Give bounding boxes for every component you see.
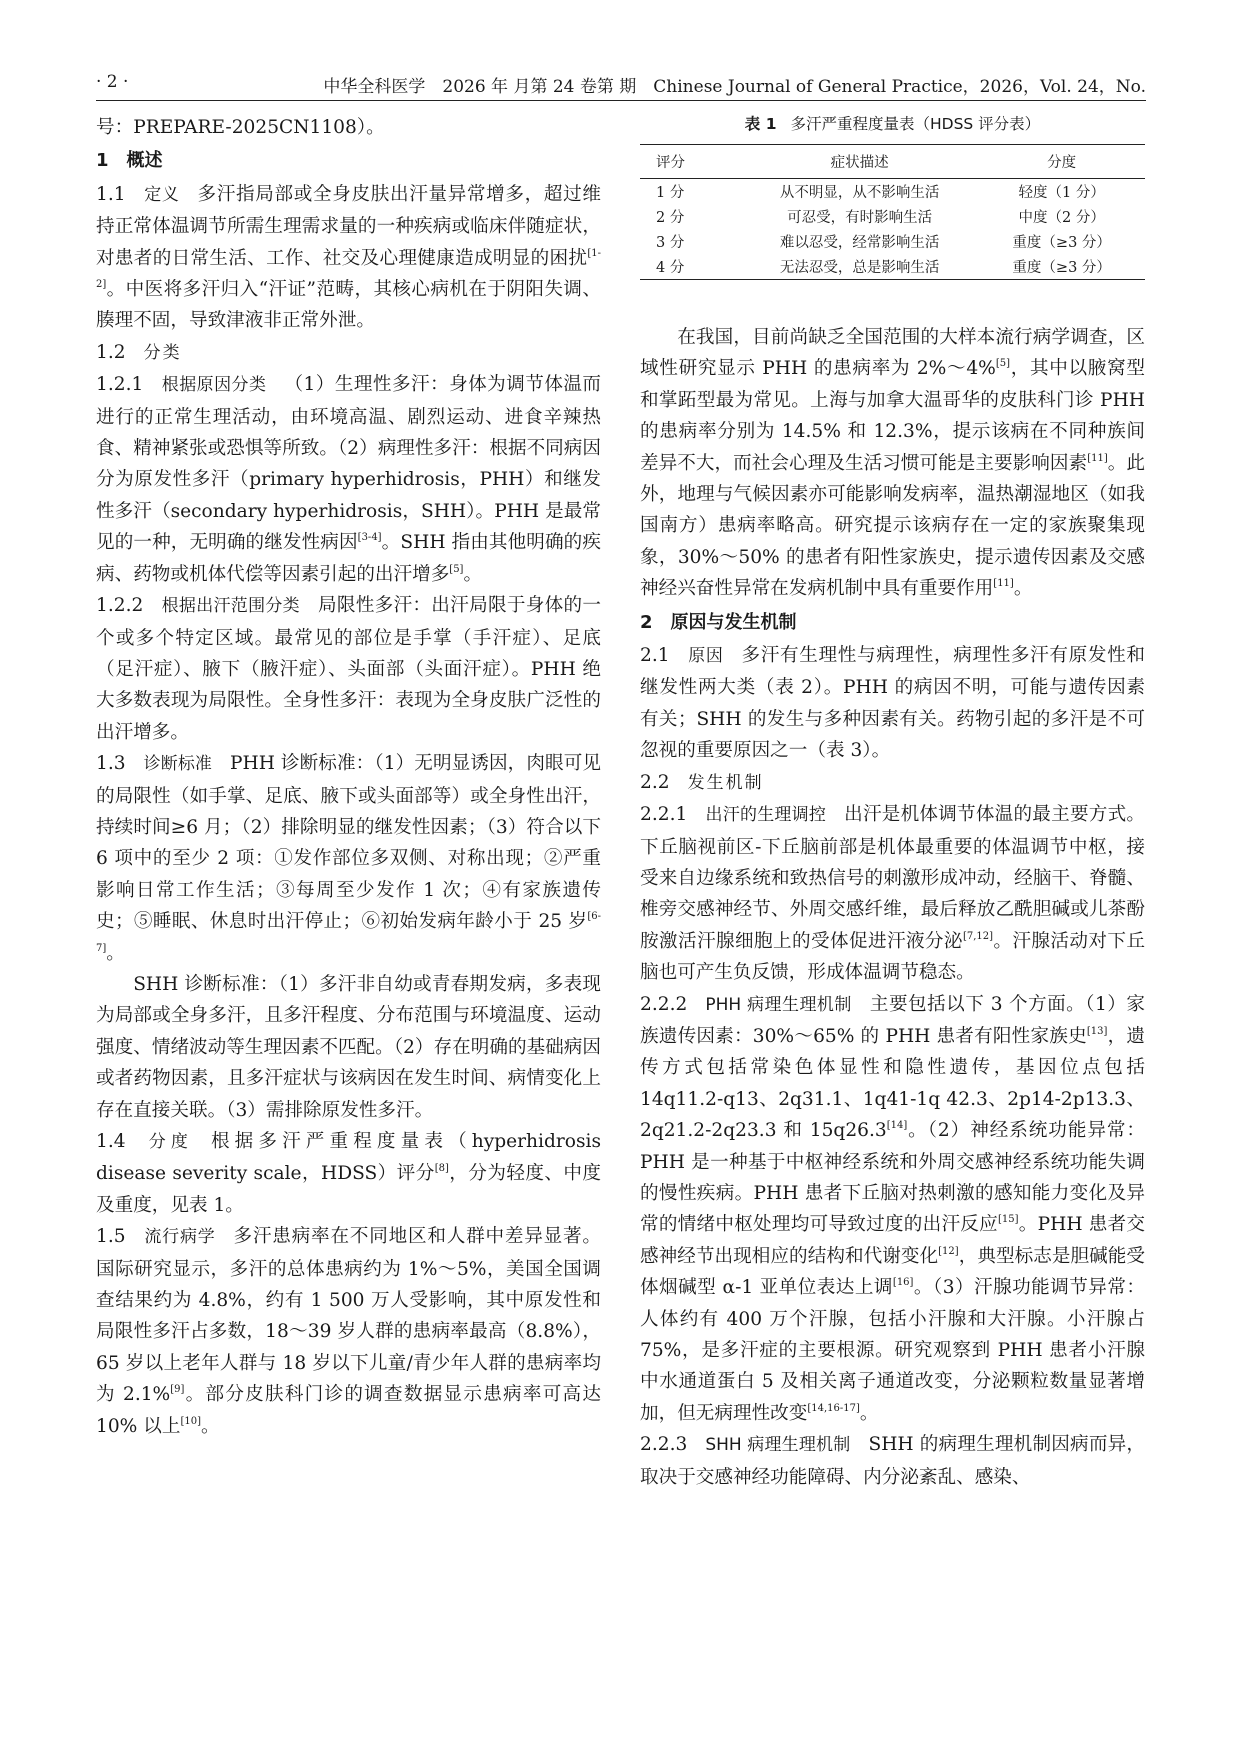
journal-info: 中华全科医学 2026 年 月第 24 卷第 期 Chinese Journal of General Practice，2026，Vol. 24，No. (323, 77, 1146, 97)
section-number: 2.2.3 (640, 1434, 688, 1456)
text: 主要包括以下 3 个方面。（1）家族遗传因素：30%～65% 的 PHH 患者有阳性家族史 (640, 993, 1145, 1047)
paragraph-1-2-1 (96, 369, 601, 590)
citation: [14] (886, 1120, 908, 1132)
text: 。（3）汗腺功能调节异常：人体约有 400 万个汗腺，包括小汗腺和大汗腺。小汗腺占 75%，是多汗症的主要根源。研究观察到 PHH 患者小汗腺中水通道蛋白 5 及相关离子通道改变，分泌颗粒数量显著增加，但无病理性改变 (640, 1277, 1145, 1424)
table-cell: 难以忍受，经常影响生活 (779, 235, 940, 251)
table-header-cell: 评分 (656, 155, 685, 171)
text: ，遗传方式包括常染色体显性和隐性遗传，基因位点包括 14q11.2-q13、2q31.1、1q41-1q 42.3、2p14-2p13.3、2q21.2-2q23.3 和 15q26.3 (640, 1025, 1145, 1142)
text: 。 (1013, 578, 1033, 600)
text: 号：PREPARE-2025CN1108）。 (96, 117, 385, 138)
paragraph-2-2-2 (640, 989, 1145, 1430)
citation: [3-4] (357, 532, 382, 544)
table-cell: 从不明显，从不影响生活 (779, 185, 940, 201)
section-number: 2.1 (640, 645, 670, 667)
text: SHH 的病理生理机制因病而异，取决于交感神经功能障碍、内分泌紊乱、感染、 (640, 1434, 1145, 1488)
section-title: 出汗的生理调控 (705, 805, 827, 826)
section-number: 2.2.2 (640, 993, 688, 1015)
text: 。（2）神经系统功能异常：PHH 是一种基于中枢神经系统和外周交感神经系统功能失调的慢性疾病。PHH 患者下丘脑对热刺激的感知能力变化及异常的情绪中枢处理均可导致过度的出汗反应 (640, 1120, 1145, 1236)
left-column (96, 112, 601, 1442)
paragraph-1-1 (96, 179, 601, 337)
text: 局限性多汗：出汗局限于身体的一个或多个特定区域。最常见的部位是手掌（手汗症）、足底（足汗症）、腋下（腋汗症）、头面部（头面汗症）。PHH 绝大多数表现为局限性。全身性多汗：表现为全身皮肤广泛性的出汗增多。 (96, 595, 601, 743)
table-cell: 可忍受，有时影响生活 (787, 210, 933, 226)
section-title: 根据原因分类 (161, 375, 267, 396)
section-heading-1: 1 概述 (96, 150, 163, 172)
table-row (640, 254, 1145, 280)
citation: [16] (892, 1277, 914, 1289)
table-1 (640, 112, 1145, 280)
running-header (96, 70, 1146, 101)
paragraph-epidemiology-china (640, 322, 1145, 605)
section-number: 1.3 (96, 753, 126, 775)
text: （1）生理性多汗：身体为调节体温而进行的正常生理活动，由环境高温、剧烈运动、进食辛辣热食、精神紧张或恐惧等所致。（2）病理性多汗：根据不同病因分为原发性多汗（primary hyperhidrosis，PHH）和继发性多汗（secondary hyperhidrosis，SHH）。PHH 是最常见的一种，无明确的继发性病因 (96, 374, 601, 554)
section-title: 诊断标准 (143, 754, 212, 775)
citation: [5] (995, 358, 1010, 370)
section-title: SHH 病理生理机制 (705, 1435, 851, 1456)
text: 在我国，目前尚缺乏全国范围的大样本流行病学调查，区域性研究显示 PHH 的患病率为 2%～4% (640, 327, 1145, 380)
section-title: 定义 (143, 184, 180, 205)
section-number: 2.2 (640, 771, 670, 793)
table-label: 表 1 (744, 115, 777, 133)
citation: [6-7] (96, 911, 601, 954)
subsection-heading-2-2 (640, 767, 1145, 799)
page-number: · 2 · (96, 72, 129, 92)
table-cell: 重度（≥3 分） (1012, 260, 1111, 276)
table-cell: 4 分 (656, 260, 685, 276)
section-number: 1.1 (96, 183, 126, 205)
right-column (640, 322, 1145, 1493)
table-cell: 中度（2 分） (1018, 210, 1105, 226)
paragraph-2-2-1 (640, 799, 1145, 988)
paragraph-1-3 (96, 748, 601, 969)
table-cell: 3 分 (656, 235, 685, 251)
text: 。中医将多汗归入“汗证”范畴，其核心病机在于阴阳失调、腠理不固，导致津液非正常外泄。 (96, 279, 601, 332)
citation: [5] (449, 563, 464, 575)
table-caption (640, 112, 1145, 134)
citation: [11] (1087, 452, 1108, 464)
section-title: PHH 病理生理机制 (705, 994, 852, 1015)
citation: [11] (993, 578, 1014, 590)
text: 。汗腺活动对下丘脑也可产生负反馈，形成体温调节稳态。 (640, 930, 1145, 984)
section-number: 1.5 (96, 1226, 126, 1248)
text: 多汗有生理性与病理性，病理性多汗有原发性和继发性两大类（表 2）。PHH 的病因不明，可能与遗传因素有关；SHH 的发生与多种因素有关。药物引起的多汗是不可忽视的重要原因之一（表 3）。 (640, 645, 1145, 762)
text: 根据多汗严重程度量表（hyperhidrosis disease severity scale，HDSS）评分 (96, 1131, 601, 1185)
section-heading-2: 2 原因与发生机制 (640, 611, 797, 633)
text: 。SHH 指由其他明确的疾病、药物或机体代偿等因素引起的出汗增多 (96, 532, 601, 585)
text: 。 (859, 1402, 879, 1424)
table-cell: 无法忍受，总是影响生活 (779, 260, 940, 276)
text: 出汗是机体调节体温的最主要方式。下丘脑视前区-下丘脑前部是机体最重要的体温调节中枢，接受来自边缘系统和致热信号的刺激形成冲动，经脑干、脊髓、椎旁交感神经节、外周交感纤维，最后释放乙酰胆碱或儿茶酚胺激活汗腺细胞上的受体促进汗液分泌 (640, 804, 1145, 952)
text: ，其中以腋窝型和掌跖型最为常见。上海与加拿大温哥华的皮肤科门诊 PHH 的患病率分别为 14.5% 和 12.3%，提示该病在不同种族间差异不大，而社会心理及生活习惯可能是主要影响因素 (640, 358, 1145, 474)
text: 。 (106, 942, 125, 964)
section-title: 根据出汗范围分类 (161, 596, 300, 617)
paragraph-1-5 (96, 1221, 601, 1442)
table-row (640, 229, 1145, 254)
table-header-cell: 症状描述 (830, 155, 889, 171)
citation: [13] (1086, 1025, 1108, 1037)
text: 多汗指局部或全身皮肤出汗量异常增多，超过维持正常体温调节所需生理需求量的一种疾病或临床伴随症状，对患者的日常生活、工作、社交及心理健康造成明显的困扰 (96, 183, 601, 269)
text: 。PHH 患者交感神经节出现相应的结构和代谢变化 (640, 1214, 1145, 1267)
paragraph-2-1 (640, 640, 1145, 767)
section-number: 1.2 (96, 341, 126, 363)
paragraph-shh-criteria (96, 969, 601, 1126)
table-title: 多汗严重程度量表（HDSS 评分表） (790, 115, 1041, 133)
text: SHH 诊断标准：（1）多汗非自幼或青春期发病，多表现为局部或全身多汗，且多汗程度、分布范围与环境温度、运动强度、情绪波动等生理因素不匹配。（2）存在明确的基础病因或者药物因素，且多汗症状与该病因在发生时间、病情变化上存在直接关联。（3）需排除原发性多汗。 (96, 973, 601, 1121)
table-cell: 2 分 (656, 210, 685, 226)
citation: [9] (170, 1384, 185, 1396)
citation: [8] (434, 1163, 449, 1175)
citation: [14,16-17] (807, 1402, 860, 1414)
citation: [7,12] (962, 930, 994, 942)
section-number: 1.2.1 (96, 374, 144, 396)
citation: [12] (938, 1245, 959, 1257)
table-header-row (640, 145, 1145, 179)
table-cell: 轻度（1 分） (1018, 185, 1105, 201)
section-title: 原因 (687, 646, 724, 667)
table-header-cell: 分度 (1047, 155, 1077, 171)
text: 。 (200, 1415, 220, 1437)
text: PHH 诊断标准：（1）无明显诱因，肉眼可见的局限性（如手掌、足底、腋下或头面部等）或全身性出汗，持续时间≥6 月；（2）排除明显的继发性因素；（3）符合以下 6 项中的至少 2 项：①发作部位多双侧、对称出现；②严重影响日常工作生活；③每周至少发作 1 次；④有家族遗传史；⑤睡眠、休息时出汗停止；⑥初始发病年龄小于 25 岁 (96, 753, 601, 933)
text: 多汗患病率在不同地区和人群中差异显著。国际研究显示，多汗的总体患病约为 1%～5%，美国全国调查结果约为 4.8%，约有 1 500 万人受影响，其中原发性和局限性多汗占多数，18～39 岁人群的患病率最高（8.8%），65 岁以上老年人群与 18 岁以下儿童/青少年人群的患病率均为 2.1% (96, 1226, 601, 1406)
citation: [1-2] (96, 247, 601, 291)
paragraph-1-2-2 (96, 590, 601, 748)
section-title: 发生机制 (687, 772, 764, 793)
text: 。此外，地理与气候因素亦可能影响发病率，温热潮湿地区（如我国南方）患病率略高。研究提示该病存在一定的家族聚集现象，30%～50% 的患者有阳性家族史，提示遗传因素及交感神经兴奋性异常在发病机制中具有重要作用 (640, 452, 1145, 600)
section-title: 流行病学 (143, 1227, 216, 1248)
text: ，分为轻度、中度及重度，见表 1。 (96, 1163, 601, 1216)
table-row (640, 204, 1145, 229)
table-row (640, 179, 1145, 205)
text: 。部分皮肤科门诊的调查数据显示患病率可高达 10% 以上 (96, 1384, 601, 1437)
text: ，典型标志是胆碱能受体烟碱型 α-1 亚单位表达上调 (640, 1245, 1145, 1299)
paragraph (96, 112, 601, 143)
citation: [15] (997, 1214, 1019, 1226)
paragraph-1-4 (96, 1126, 601, 1221)
table-cell: 1 分 (656, 185, 685, 201)
hdss-table (640, 144, 1145, 280)
table-cell: 重度（≥3 分） (1012, 235, 1111, 251)
section-title: 分度 (143, 1132, 193, 1152)
subsection-heading-1-2 (96, 337, 601, 369)
section-number: 1.4 (96, 1131, 126, 1152)
paragraph-2-2-3 (640, 1429, 1145, 1493)
text: 。 (463, 563, 483, 585)
section-number: 1.2.2 (96, 595, 144, 617)
section-number: 2.2.1 (640, 804, 688, 826)
citation: [10] (180, 1415, 201, 1427)
section-title: 分类 (143, 342, 182, 363)
